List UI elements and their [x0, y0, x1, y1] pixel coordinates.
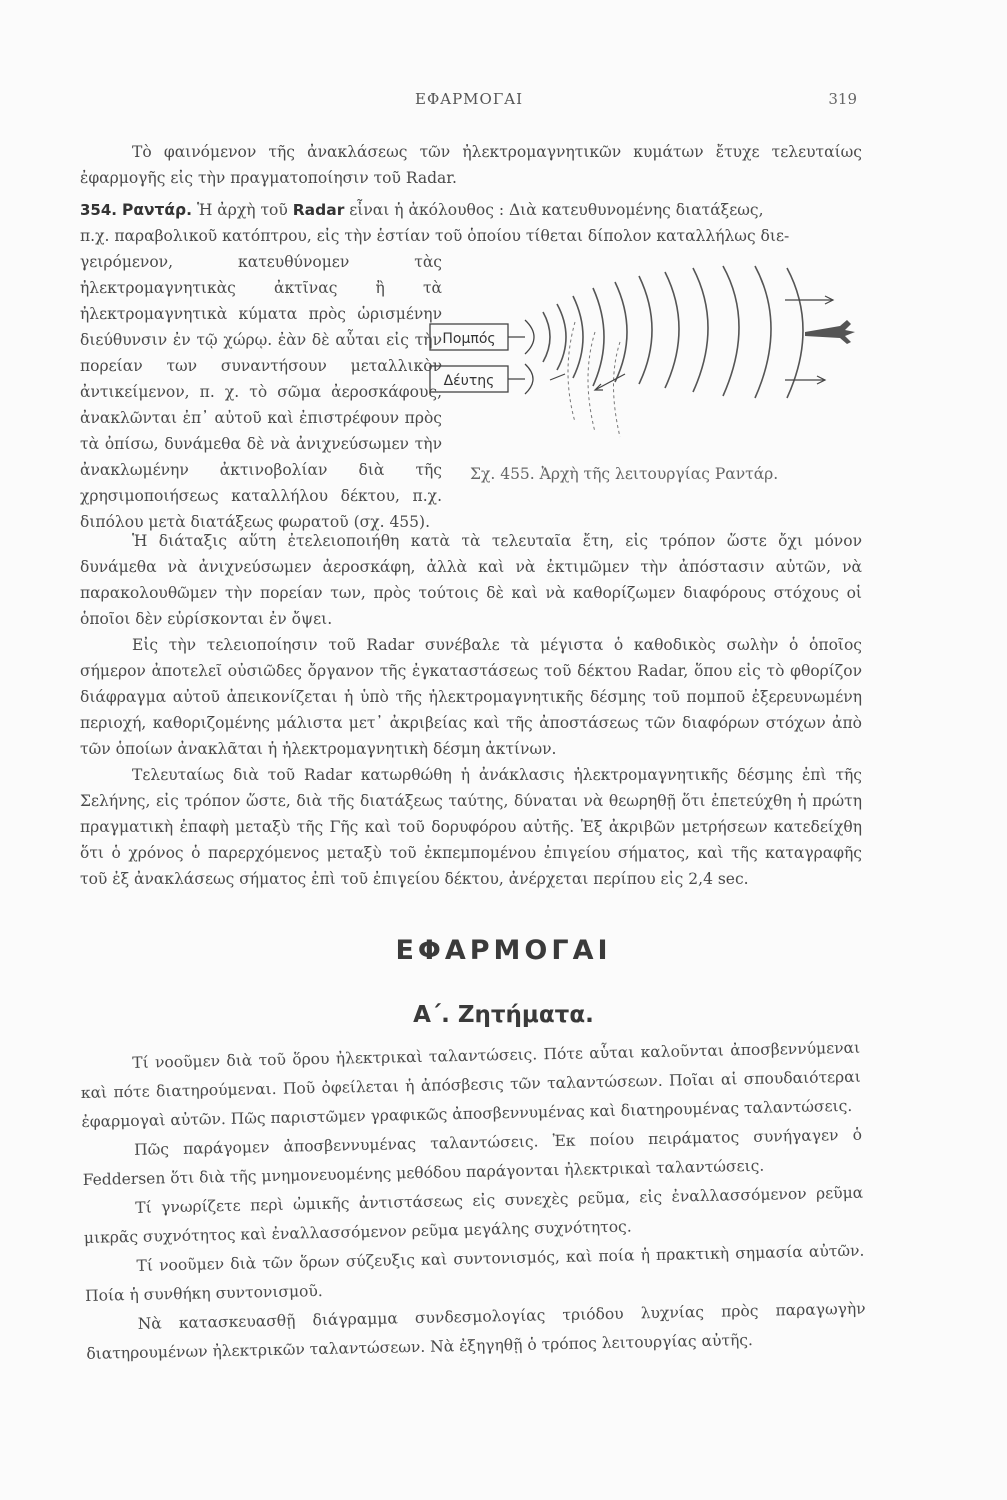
aircraft-icon [805, 320, 855, 344]
body-paragraph: Ἡ διάταξις αὕτη ἐτελειοποιήθη κατὰ τὰ τελευταῖα ἔτη, εἰς τρόπον ὥστε ὄχι μόνον δυνάμεθα νὰ ἀνιχνεύσωμεν ἀεροσκάφη, ἀλλὰ καὶ νὰ ἐκτιμῶμεν τὴν ἀπόστασιν αὐτῶν, νὰ παρακολουθῶμεν τὴν πορείαν των, πρὸς τούτοις δὲ καὶ νὰ καθορίζωμεν διαφόρους στόχους οἱ ὁποῖοι δὲν εὑρίσκονται ἐν ὄψει. [80, 532, 862, 628]
section-heading: Ραντάρ. [121, 201, 193, 219]
body-paragraph: Τελευταίως διὰ τοῦ Radar κατωρθώθη ἡ ἀνάκλασις ἠλεκτρομαγνητικῆς δέσμης ἐπὶ τῆς Σελήνης, εἰς τρόπον ὥστε, διὰ τῆς διατάξεως ταύτης, δύναται νὰ θεωρηθῇ ὅτι ἐπετεύχθη ἡ πρώτη πραγματικὴ ἐπαφὴ μεταξὺ τῆς Γῆς καὶ τοῦ δορυφόρου αὐτῆς. Ἐξ ἀκριβῶν μετρήσεων κατεδείχθη ὅτι ὁ χρόνος ὁ παρερχόμενος μεταξὺ τοῦ ἐκπεμπομένου ἐπιγείου σήματος, καὶ τῆς καταγραφῆς τοῦ ἐξ ἀνακλάσεως σήματος ἐπὶ τοῦ ἐπιγείου δέκτου, ἀνέρχεται περίπου εἰς 2,4 sec. [80, 766, 862, 888]
questions-list [80, 1034, 867, 1369]
body-text [80, 528, 862, 892]
receiver-label: Δέυτης [443, 373, 495, 389]
wrapped-paragraph: γειρόμενον, κατευθύνομεν τὰς ἠλεκτρομαγνητικὰς ἀκτῖνας ἢ τὰ ἠλεκτρομαγνητικὰ κύματα πρὸς ὡρισμένην διεύθυνσιν ἐν τῷ χώρῳ. ἐὰν δὲ αὗται εἰς τὴν πορείαν των συναντήσουν μεταλλικὸν ἀντικείμενον, π. χ. τὸ σῶμα ἀεροσκάφους, ἀνακλῶνται ἐπ᾽ αὐτοῦ καὶ ἐπιστρέφουν πρὸς τὰ ὀπίσω, δυνάμεθα δὲ νὰ ἀνιχνεύσωμεν τὴν ἀνακλωμένην ἀκτινοβολίαν διὰ τῆς χρησιμοποιήσεως καταλλήλου δέκτου, π.χ. διπόλου μετὰ διατάξεως φωρατοῦ (σχ. 455). [80, 253, 442, 531]
running-header [0, 90, 1007, 114]
section-number: 354. [80, 201, 118, 219]
radar-figure [425, 262, 865, 472]
wave-arrows [550, 296, 833, 390]
transmitter-reflector [525, 320, 534, 354]
question-item: Νὰ κατασκευασθῇ διάγραμμα συνδεσμολογίας τριόδου λυχνίας πρὸς παραγωγὴν διατηρουμένων ἠλεκτρικῶν ταλαντώσεων. Νὰ ἐξηγηθῇ ὁ τρόπος λειτουργίας αὐτῆς. [86, 1299, 866, 1363]
radar-term: Radar [292, 201, 345, 219]
page-number: 319 [828, 90, 857, 108]
figure-caption: Σχ. 455. Ἀρχὴ τῆς λειτουργίας Ραντάρ. [470, 465, 779, 483]
applications-subtitle: Α΄. Ζητήματα. [413, 1002, 594, 1028]
receiver-reflector [525, 364, 533, 394]
body-paragraph: Εἰς τὴν τελειοποίησιν τοῦ Radar συνέβαλε τὰ μέγιστα ὁ καθοδικὸς σωλὴν ὁ ὁποῖος σήμερον ἀποτελεῖ οὐσιῶδες ὄργανον τῆς ἐγκαταστάσεως τοῦ δέκτου Radar, ὅπου εἰς τὸ φθορίζον διάφραγμα αὐτοῦ ἀπεικονίζεται ἡ ὑπὸ τῆς ἠλεκτρομαγνητικῆς δέσμης τοῦ πομποῦ ἐξερευνωμένη περιοχή, καθοριζομένης μάλιστα μετ᾽ ἀκριβείας καὶ τῆς ἀποστάσεως τῶν διαφόρων στόχων ἀπὸ τῶν ὁποίων ἀνακλᾶται ἡ ἠλεκτρομαγνητικὴ δέσμη ἀκτίνων. [80, 636, 862, 758]
section-354-heading [80, 197, 862, 249]
question-item: Τί νοοῦμεν διὰ τῶν ὅρων σύζευξις καὶ συντονισμός, καὶ ποία ἡ πρακτικὴ σημασία αὐτῶν. Ποία ἡ συνθήκη συντονισμοῦ. [84, 1241, 865, 1305]
reflected-waves [568, 322, 620, 437]
section-line-2: π.χ. παραβολικοῦ κατόπτρου, εἰς τὴν ἑστίαν τοῦ ὁποίου τίθεται δίπολον καταλλήλως διε- [80, 227, 790, 245]
applications-title: ΕΦΑΡΜΟΓΑΙ [395, 935, 612, 966]
section-lead-rest: εἶναι ἡ ἀκόλουθος : Διὰ κατευθυνομένης διατάξεως, [349, 201, 764, 219]
intro-paragraph: Τὸ φαινόμενον τῆς ἀνακλάσεως τῶν ἠλεκτρομαγνητικῶν κυμάτων ἔτυχε τελευταίως ἐφαρμογῆς εἰς τὴν πραγματοποίησιν τοῦ Radar. [80, 143, 862, 187]
section-lead: Ἡ ἀρχὴ τοῦ [196, 201, 288, 219]
outgoing-waves [543, 266, 803, 398]
question-item: Τί νοοῦμεν διὰ τοῦ ὅρου ἠλεκτρικαὶ ταλαντώσεις. Πότε αὗται καλοῦνται ἀποσβεννύμεναι καὶ πότε διατηρούμεναι. Ποῦ ὀφείλεται ἡ ἀπόσβεσις τῶν ταλαντώσεων. Ποῖαι αἱ σπουδαιότεραι ἐφαρμογαὶ αὐτῶν. Πῶς παριστῶμεν γραφικῶς ἀποσβεννυμένας καὶ διατηρουμένας ταλαντώσεις. [80, 1038, 861, 1131]
question-item: Τί γνωρίζετε περὶ ὠμικῆς ἀντιστάσεως εἰς συνεχὲς ρεῦμα, εἰς ἐναλλασσόμενον ρεῦμα μικρᾶς συχνότητος καὶ ἐναλλασσόμενον ρεῦμα μεγάλης συχνότητος. [83, 1183, 864, 1247]
radar-diagram [425, 262, 865, 472]
running-title: ΕΦΑΡΜΟΓΑΙ [415, 90, 523, 108]
question-item: Πῶς παράγομεν ἀποσβεννυμένας ταλαντώσεις. Ἐκ ποίου πειράματος συνήγαγεν ὁ Feddersen ὅτι διὰ τῆς μνημονευομένης μεθόδου παράγονται ἠλεκτρικαὶ ταλαντώσεις. [82, 1125, 863, 1189]
transmitter-label: Πομπός [442, 331, 496, 347]
